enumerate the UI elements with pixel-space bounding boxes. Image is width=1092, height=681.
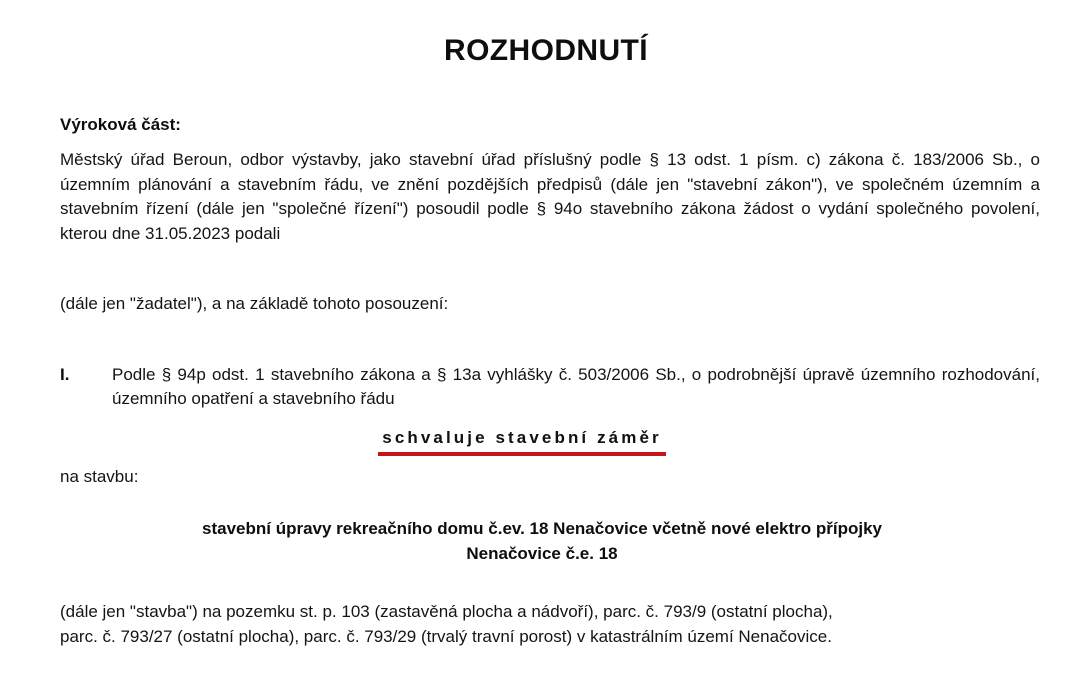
subject-block <box>48 517 1044 566</box>
intro-block <box>48 148 1044 246</box>
closing-line-2: parc. č. 793/27 (ostatní plocha), parc. č. 793/29 (trvalý travní porost) v katastrálním území Nenačovice. <box>60 626 832 646</box>
closing-line-1: (dále jen "stavba") na pozemku st. p. 103 (zastavěná plocha a nádvoří), parc. č. 793/9 (ostatní plocha), <box>60 602 833 621</box>
on-building-label: na stavbu: <box>60 466 139 486</box>
approval-heading: schvaluje stavební záměr <box>378 428 665 456</box>
list-item-number: I. <box>60 364 70 384</box>
approval-heading-wrap <box>48 428 1044 456</box>
closing-block <box>48 600 1044 649</box>
list-item <box>48 363 1044 412</box>
subject-line-1: stavební úpravy rekreačního domu č.ev. 18 Nenačovice včetně nové elektro přípojky <box>202 519 882 538</box>
list-item-text: Podle § 94p odst. 1 stavebního zákona a § 13a vyhlášky č. 503/2006 Sb., o podrobnější úpravě územního rozhodování, územního opatření a stavebního řádu <box>112 364 1040 408</box>
subject-line-2: Nenačovice č.e. 18 <box>466 543 618 563</box>
intro-paragraph: Městský úřad Beroun, odbor výstavby, jako stavební úřad příslušný podle § 13 odst. 1 písm. c) zákona č. 183/2006 Sb., o územním plánování a stavebním řádu, ve znění pozdějších předpisů (dále jen "stavební zákon"), ve společném územním a stavebním řízení (dále jen "společné řízení") posoudil podle § 94o stavebního zákona žádost o vydání společného povolení, kterou dne 31.05.2023 podali <box>60 150 1040 243</box>
applicant-note: (dále jen "žadatel"), a na základě tohoto posouzení: <box>60 294 449 313</box>
applicant-block <box>48 292 1044 317</box>
page-title: ROZHODNUTÍ <box>444 34 648 67</box>
section-heading-verdict: Výroková část: <box>60 115 181 134</box>
